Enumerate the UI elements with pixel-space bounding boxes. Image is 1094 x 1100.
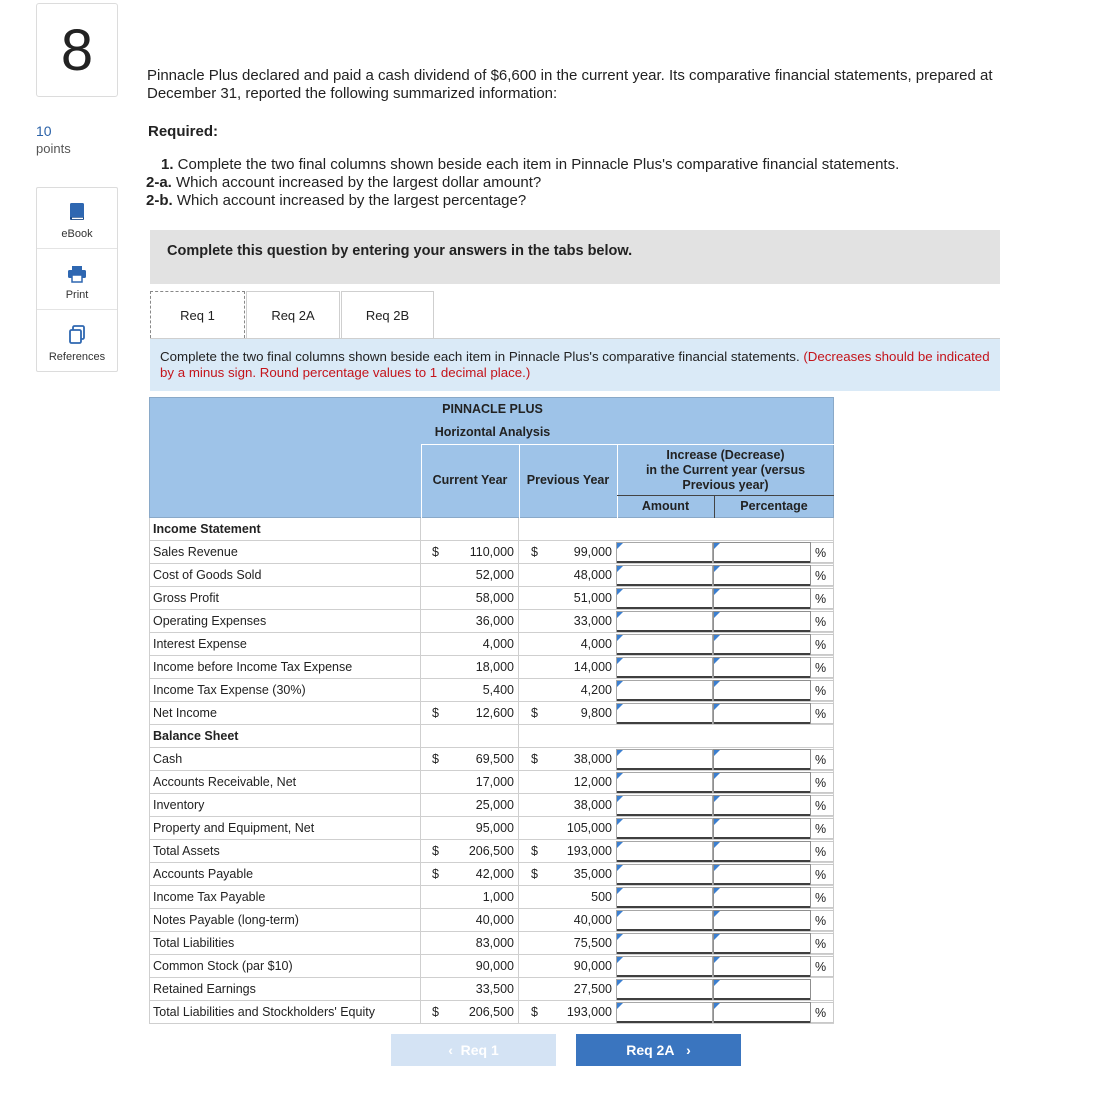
previous-year-cell [518, 840, 616, 862]
table-subtitle-text: Horizontal Analysis [434, 425, 551, 439]
row-label: Income Tax Payable [153, 890, 266, 904]
tab-req-2a[interactable]: Req 2A [246, 291, 340, 338]
current-year-value: 33,500 [475, 982, 514, 996]
amount-input[interactable] [616, 818, 713, 839]
next-req-button[interactable]: Req 2A › [576, 1034, 741, 1066]
current-year-value: 58,000 [475, 591, 514, 605]
current-year-cell [420, 725, 518, 747]
previous-year-value: 35,000 [573, 867, 612, 881]
previous-year-cell [518, 748, 616, 770]
amount-input[interactable] [616, 887, 713, 908]
percentage-input[interactable] [713, 703, 811, 724]
references-icon [68, 325, 86, 345]
previous-year-value: 14,000 [573, 660, 612, 674]
col-change-line: Increase (Decrease) [666, 448, 785, 462]
col-change-line: in the Current year (versus [645, 463, 806, 477]
row-label: Notes Payable (long-term) [153, 913, 299, 927]
row-label: Total Liabilities [153, 936, 235, 950]
current-year-cell [420, 840, 518, 862]
current-year-value: 90,000 [475, 959, 514, 973]
percentage-input[interactable] [713, 749, 811, 770]
tools-panel [36, 187, 118, 372]
dollar-sign: $ [432, 1005, 439, 1019]
percent-sign: % [811, 841, 834, 862]
current-year-cell [420, 771, 518, 793]
current-year-cell [420, 1001, 518, 1023]
table-row [149, 909, 834, 932]
previous-year-value: 38,000 [573, 798, 612, 812]
points-value: 10 [36, 123, 52, 139]
required-heading: Required: [148, 123, 219, 140]
row-label: Common Stock (par $10) [153, 959, 293, 973]
table-row [149, 863, 834, 886]
current-year-value: 95,000 [475, 821, 514, 835]
dollar-sign: $ [531, 844, 538, 858]
percentage-input[interactable] [713, 1002, 811, 1023]
percent-sign: % [811, 818, 834, 839]
row-label: Balance Sheet [153, 729, 239, 743]
required-item-text: Which account increased by the largest dollar amount? [171, 174, 542, 191]
tab-req-2b[interactable]: Req 2B [341, 291, 434, 338]
table-header [149, 397, 834, 518]
table-row [149, 656, 834, 679]
previous-year-cell [518, 794, 616, 816]
required-item-number: 2-b. [146, 192, 173, 209]
previous-year-value: 193,000 [566, 844, 612, 858]
col-change-line: Previous year) [682, 478, 769, 492]
next-req-label: Req 2A [626, 1042, 675, 1058]
dollar-sign: $ [432, 545, 439, 559]
previous-year-cell [518, 679, 616, 701]
current-year-value: 206,500 [468, 1005, 514, 1019]
table-row [149, 610, 834, 633]
required-list [146, 156, 899, 210]
current-year-cell [420, 679, 518, 701]
previous-year-cell [518, 587, 616, 609]
row-label: Accounts Payable [153, 867, 254, 881]
current-year-value: 5,400 [482, 683, 514, 697]
current-year-cell [420, 587, 518, 609]
current-year-value: 1,000 [482, 890, 514, 904]
col-percentage: Percentage [740, 499, 808, 513]
percent-sign: % [811, 910, 834, 931]
current-year-cell [420, 610, 518, 632]
current-year-value: 52,000 [475, 568, 514, 582]
percentage-input[interactable] [713, 565, 811, 586]
percentage-input[interactable] [713, 910, 811, 931]
previous-year-cell [518, 863, 616, 885]
previous-year-value: 27,500 [573, 982, 612, 996]
previous-year-cell [518, 909, 616, 931]
tabs-banner: Complete this question by entering your answers in the tabs below. [150, 230, 1000, 284]
previous-year-value: 193,000 [566, 1005, 612, 1019]
table-row [149, 564, 834, 587]
table-row [149, 748, 834, 771]
dollar-sign: $ [531, 545, 538, 559]
percentage-input[interactable] [713, 657, 811, 678]
previous-year-value: 51,000 [573, 591, 612, 605]
table-row [149, 771, 834, 794]
percent-sign: % [811, 703, 834, 724]
row-label: Gross Profit [153, 591, 219, 605]
current-year-cell [420, 978, 518, 1000]
instruction-text: Complete the two final columns shown beside each item in Pinnacle Plus's comparative financial statements. [160, 349, 804, 364]
prev-req-label: Req 1 [460, 1042, 499, 1058]
previous-year-value: 105,000 [566, 821, 612, 835]
table-row [149, 702, 834, 725]
required-item-number: 2-a. [146, 174, 172, 191]
current-year-value: 36,000 [475, 614, 514, 628]
prev-req-button[interactable]: ‹ Req 1 [391, 1034, 556, 1066]
question-number: 8 [36, 3, 118, 97]
percentage-input[interactable] [713, 956, 811, 977]
print-button[interactable] [37, 249, 117, 310]
row-label: Net Income [153, 706, 217, 720]
amount-input[interactable] [616, 565, 713, 586]
percent-sign: % [811, 933, 834, 954]
previous-year-value: 500 [591, 890, 612, 904]
percentage-input[interactable] [713, 772, 811, 793]
current-year-cell [420, 932, 518, 954]
row-label: Total Assets [153, 844, 220, 858]
current-year-value: 42,000 [475, 867, 514, 881]
col-previous-year: Previous Year [526, 473, 610, 487]
percentage-input[interactable] [713, 818, 811, 839]
table-row [149, 817, 834, 840]
previous-year-cell [518, 886, 616, 908]
current-year-cell [420, 863, 518, 885]
table-row [149, 840, 834, 863]
current-year-cell [420, 564, 518, 586]
row-label: Cost of Goods Sold [153, 568, 262, 582]
table-row [149, 541, 834, 564]
table-row [149, 955, 834, 978]
row-label: Interest Expense [153, 637, 247, 651]
amount-input[interactable] [616, 703, 713, 724]
amount-input[interactable] [616, 979, 713, 1000]
row-label: Accounts Receivable, Net [153, 775, 297, 789]
percentage-input[interactable] [713, 588, 811, 609]
percent-sign: % [811, 611, 834, 632]
references-button[interactable] [37, 310, 117, 371]
required-item-number: 1. [161, 156, 174, 173]
amount-input[interactable] [616, 611, 713, 632]
row-label: Cash [153, 752, 183, 766]
row-label: Property and Equipment, Net [153, 821, 315, 835]
previous-year-cell [518, 955, 616, 977]
previous-year-cell [518, 702, 616, 724]
ebook-button[interactable] [37, 188, 117, 249]
current-year-cell [420, 817, 518, 839]
references-label: References [48, 351, 106, 363]
percent-sign: % [811, 864, 834, 885]
required-item-text: Complete the two final columns shown beside each item in Pinnacle Plus's comparative financial statements. [173, 156, 900, 173]
dollar-sign: $ [432, 706, 439, 720]
previous-year-cell [518, 610, 616, 632]
printer-icon [67, 265, 87, 283]
previous-year-value: 4,200 [580, 683, 612, 697]
current-year-cell [420, 909, 518, 931]
amount-input[interactable] [616, 933, 713, 954]
current-year-value: 25,000 [475, 798, 514, 812]
table-subtitle [150, 425, 835, 439]
percent-sign: % [811, 772, 834, 793]
table-row [149, 932, 834, 955]
required-item [146, 156, 899, 174]
percent-sign: % [811, 565, 834, 586]
required-item [146, 174, 899, 192]
current-year-value: 206,500 [468, 844, 514, 858]
instruction-note: (Decreases should be indicated by a minus sign. Round percentage values to 1 decimal place.) [160, 349, 990, 380]
percent-sign: % [811, 657, 834, 678]
current-year-value: 4,000 [482, 637, 514, 651]
table-row [149, 794, 834, 817]
dollar-sign: $ [432, 752, 439, 766]
current-year-value: 12,600 [475, 706, 514, 720]
percentage-input[interactable] [713, 795, 811, 816]
table-row [149, 978, 834, 1001]
book-icon [68, 202, 86, 222]
amount-input[interactable] [616, 680, 713, 701]
tab-bar [150, 291, 434, 338]
percent-sign: % [811, 680, 834, 701]
row-label: Sales Revenue [153, 545, 238, 559]
dollar-sign: $ [432, 867, 439, 881]
previous-year-value: 75,500 [573, 936, 612, 950]
previous-year-cell [518, 518, 616, 540]
row-label: Total Liabilities and Stockholders' Equity [153, 1005, 375, 1019]
required-item [146, 192, 899, 210]
previous-year-cell [518, 541, 616, 563]
current-year-cell [420, 541, 518, 563]
previous-year-cell [518, 978, 616, 1000]
previous-year-cell [518, 564, 616, 586]
percent-sign: % [811, 795, 834, 816]
percent-sign: % [811, 588, 834, 609]
row-label: Income before Income Tax Expense [153, 660, 353, 674]
previous-year-value: 12,000 [573, 775, 612, 789]
table-row [149, 1001, 834, 1024]
current-year-value: 18,000 [475, 660, 514, 674]
percentage-input[interactable] [713, 841, 811, 862]
amount-input[interactable] [616, 772, 713, 793]
current-year-value: 40,000 [475, 913, 514, 927]
previous-year-cell [518, 633, 616, 655]
percent-sign: % [811, 749, 834, 770]
amount-input[interactable] [616, 749, 713, 770]
previous-year-cell [518, 1001, 616, 1023]
dollar-sign: $ [531, 867, 538, 881]
amount-input[interactable] [616, 864, 713, 885]
company-name: PINNACLE PLUS [442, 402, 543, 416]
required-item-text: Which account increased by the largest percentage? [172, 192, 527, 209]
dollar-sign: $ [531, 752, 538, 766]
horizontal-analysis-table [149, 397, 834, 1024]
amount-input[interactable] [616, 795, 713, 816]
current-year-value: 110,000 [469, 545, 514, 559]
col-increase-decrease [617, 448, 834, 493]
current-year-cell [420, 633, 518, 655]
col-amount: Amount [641, 499, 690, 513]
dollar-sign: $ [531, 1005, 538, 1019]
section-row [149, 518, 834, 541]
current-year-cell [420, 794, 518, 816]
percent-sign: % [811, 542, 834, 563]
previous-year-value: 40,000 [573, 913, 612, 927]
tab-req-1[interactable]: Req 1 [150, 291, 245, 338]
amount-input[interactable] [616, 542, 713, 563]
previous-year-value: 9,800 [580, 706, 612, 720]
percent-sign: % [811, 887, 834, 908]
points-label: points [36, 141, 71, 156]
current-year-value: 83,000 [475, 936, 514, 950]
table-row [149, 679, 834, 702]
percent-sign: % [811, 956, 834, 977]
percent-sign: % [811, 634, 834, 655]
col-current-year: Current Year [432, 473, 508, 487]
dollar-sign: $ [432, 844, 439, 858]
current-year-cell [420, 886, 518, 908]
row-label: Retained Earnings [153, 982, 256, 996]
previous-year-cell [518, 817, 616, 839]
percentage-input[interactable] [713, 887, 811, 908]
previous-year-cell [518, 771, 616, 793]
row-label: Operating Expenses [153, 614, 267, 628]
current-year-value: 69,500 [475, 752, 514, 766]
percentage-input[interactable] [713, 933, 811, 954]
previous-year-value: 90,000 [573, 959, 612, 973]
previous-year-cell [518, 725, 616, 747]
row-label: Income Statement [153, 522, 261, 536]
row-label: Inventory [153, 798, 205, 812]
table-body [149, 518, 834, 1024]
previous-year-cell [518, 656, 616, 678]
percentage-input[interactable] [713, 680, 811, 701]
section-row [149, 725, 834, 748]
amount-input[interactable] [616, 588, 713, 609]
amount-input[interactable] [616, 634, 713, 655]
previous-year-value: 4,000 [580, 637, 612, 651]
current-year-value: 17,000 [475, 775, 514, 789]
amount-input[interactable] [616, 1002, 713, 1023]
amount-input[interactable] [616, 657, 713, 678]
previous-year-value: 99,000 [573, 545, 612, 559]
percentage-input[interactable] [713, 634, 811, 655]
previous-year-value: 38,000 [573, 752, 612, 766]
print-label: Print [65, 289, 89, 301]
amount-input[interactable] [616, 956, 713, 977]
dollar-sign: $ [531, 706, 538, 720]
amount-input[interactable] [616, 910, 713, 931]
tab-instruction [150, 339, 1000, 391]
points-block [36, 123, 71, 157]
amount-input[interactable] [616, 841, 713, 862]
previous-year-cell [518, 932, 616, 954]
table-row [149, 633, 834, 656]
current-year-cell [420, 748, 518, 770]
current-year-cell [420, 518, 518, 540]
table-row [149, 886, 834, 909]
ebook-label: eBook [61, 228, 93, 240]
question-intro: Pinnacle Plus declared and paid a cash dividend of $6,600 in the current year. Its comparative financial statements, prepared at December 31, reported the following summarized information: [147, 67, 993, 102]
percentage-input[interactable] [713, 542, 811, 563]
previous-year-value: 48,000 [573, 568, 612, 582]
current-year-cell [420, 955, 518, 977]
current-year-cell [420, 702, 518, 724]
percentage-input[interactable] [713, 979, 811, 1000]
previous-year-value: 33,000 [573, 614, 612, 628]
percent-sign: % [811, 1002, 834, 1023]
percentage-input[interactable] [713, 611, 811, 632]
table-row [149, 587, 834, 610]
row-label: Income Tax Expense (30%) [153, 683, 306, 697]
percentage-input[interactable] [713, 864, 811, 885]
current-year-cell [420, 656, 518, 678]
